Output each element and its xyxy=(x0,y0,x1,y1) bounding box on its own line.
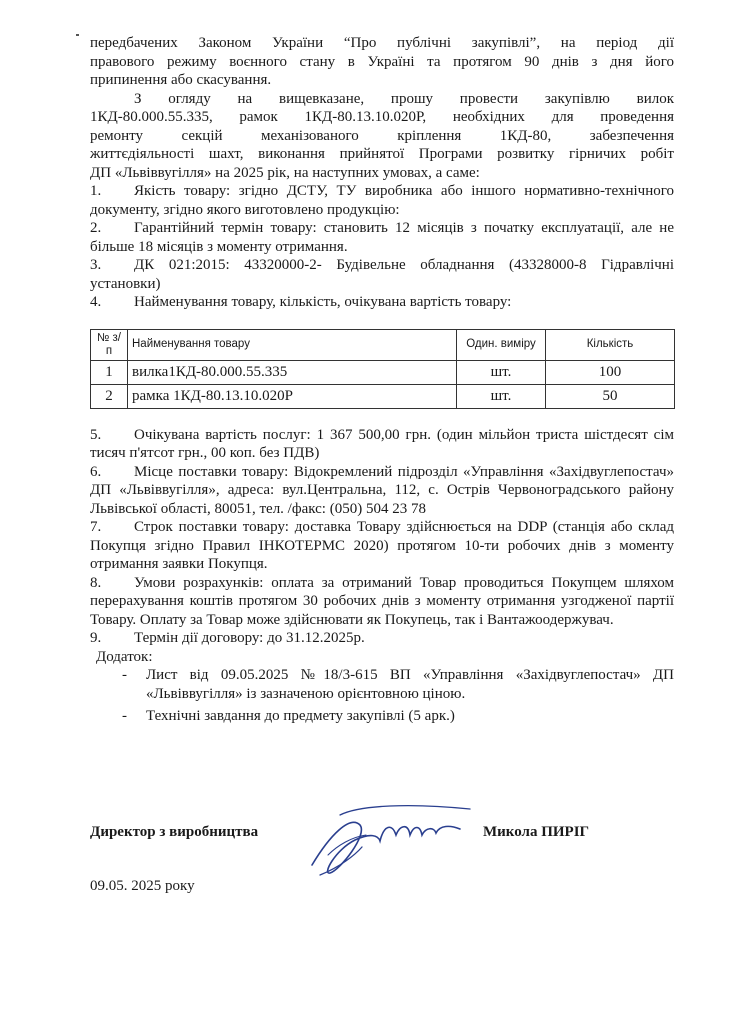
annex-title: Додаток: xyxy=(96,648,153,665)
table-row xyxy=(91,384,675,408)
intro-paragraph xyxy=(90,34,674,90)
goods-table xyxy=(90,329,675,409)
request-line: життєдіяльності шахт, виконання прийнятої Програми розвитку гірничих робіт xyxy=(90,146,674,162)
annex-item xyxy=(122,707,674,726)
intro-line: припинення або скасування. xyxy=(90,72,272,88)
row-unit: шт. xyxy=(457,360,546,384)
condition-item xyxy=(90,256,674,293)
condition-num: 3. xyxy=(90,257,102,273)
condition-item xyxy=(90,518,674,574)
scan-mark xyxy=(76,34,79,36)
annex-dash: - xyxy=(122,667,127,683)
request-line: ремонту секцій механізованого кріплення 1КД-80, забезпечення xyxy=(90,127,674,144)
annex-text: Технічні завдання до предмету закупівлі (5 арк.) xyxy=(146,708,455,724)
conditions-list xyxy=(90,182,674,312)
annex-section xyxy=(90,648,674,726)
document-body xyxy=(90,34,674,726)
row-num: 1 xyxy=(91,360,128,384)
row-name: рамка 1КД-80.13.10.020Р xyxy=(128,384,457,408)
annex-dash: - xyxy=(122,708,127,724)
condition-item xyxy=(90,574,674,630)
annex-item xyxy=(122,666,674,703)
row-unit: шт. xyxy=(457,384,546,408)
signer-position: Директор з виробництва xyxy=(90,824,259,840)
header-num: № з/п xyxy=(91,329,128,360)
condition-text: Термін дії договору: до 31.12.2025р. xyxy=(134,630,365,646)
condition-text: Очікувана вартість послуг: 1 367 500,00 грн. (один мільйон триста шістдесят сім тисяч п'ятсот грн., 00 коп. без ПДВ) xyxy=(90,426,674,461)
condition-num: 4. xyxy=(90,294,102,310)
condition-num: 6. xyxy=(90,463,102,480)
condition-text: Строк поставки товару: доставка Товару здійснюється на DDP (станція або склад Покупця згідно Правил ІНКОТЕРМС 2020) протягом 10-ти робочих днів з моменту отримання заявки Покупця. xyxy=(90,519,674,572)
row-num: 2 xyxy=(91,384,128,408)
request-line: ДП «Львіввугілля» на 2025 рік, на наступних умовах, а саме: xyxy=(90,164,480,181)
intro-line: правового режиму воєнного стану в Україні та протягом 90 днів з дня його xyxy=(90,53,674,70)
header-unit: Один. виміру xyxy=(457,329,546,360)
request-paragraph xyxy=(90,90,674,183)
header-name: Найменування товару xyxy=(128,329,457,360)
condition-item xyxy=(90,426,674,463)
condition-item xyxy=(90,293,674,312)
condition-text: Місце поставки товару: Відокремлений підрозділ «Управління «Західвуглепостач» ДП «Львіввугілля», адреса: вул.Центральна, 112, с. Острів Червоноградського району Львівської області, 80051, тел. /факс: (050) 504 23 78 xyxy=(90,463,674,517)
row-name: вилка1КД-80.000.55.335 xyxy=(128,360,457,384)
table-header-row xyxy=(91,329,675,360)
condition-text: Якість товару: згідно ДСТУ, ТУ виробника або іншого нормативно-технічного документу, згідно якого виготовлено продукцію: xyxy=(90,183,674,218)
request-line: З огляду на вищевказане, прошу провести закупівлю вилок xyxy=(134,90,674,107)
intro-line: передбачених Законом України “Про публічні закупівлі”, на період дії xyxy=(90,35,674,51)
condition-text: Гарантійний термін товару: становить 12 місяців з початку експлуатації, але не більше 18 місяців з моменту отримання. xyxy=(90,220,674,255)
conditions-list-continued xyxy=(90,426,674,648)
condition-item xyxy=(90,182,674,219)
condition-text: Умови розрахунків: оплата за отриманий Товар проводиться Покупцем шляхом перерахування коштів протягом 30 робочих днів з моменту отримання узгодженої партії Товару. Оплату за Товар може здійснювати як Покупець, так і Вантажоодержувач. xyxy=(90,574,674,628)
condition-num: 1. xyxy=(90,183,102,199)
table-row xyxy=(91,360,675,384)
row-qty: 50 xyxy=(546,384,675,408)
condition-num: 7. xyxy=(90,519,102,535)
condition-num: 2. xyxy=(90,220,102,236)
condition-num: 8. xyxy=(90,574,102,591)
condition-num: 5. xyxy=(90,426,102,443)
signature-block xyxy=(90,823,610,842)
document-date: 09.05. 2025 року xyxy=(90,878,195,894)
condition-item xyxy=(90,629,674,648)
condition-item xyxy=(90,219,674,256)
signer-name: Микола ПИРІГ xyxy=(483,824,590,840)
condition-text: ДК 021:2015: 43320000-2- Будівельне обладнання (43328000-8 Гідравлічні установки) xyxy=(90,257,674,292)
condition-text: Найменування товару, кількість, очікувана вартість товару: xyxy=(134,294,512,310)
condition-item xyxy=(90,463,674,519)
row-qty: 100 xyxy=(546,360,675,384)
request-line: 1КД-80.000.55.335, рамок 1КД-80.13.10.020Р, необхідних для проведення xyxy=(90,109,674,125)
header-qty: Кількість xyxy=(546,329,675,360)
condition-num: 9. xyxy=(90,630,102,646)
annex-text: Лист від 09.05.2025 №18/3-615 ВП «Управління «Західвуглепостач» ДП «Львіввугілля» із зазначеною орієнтовною ціною. xyxy=(146,667,674,702)
